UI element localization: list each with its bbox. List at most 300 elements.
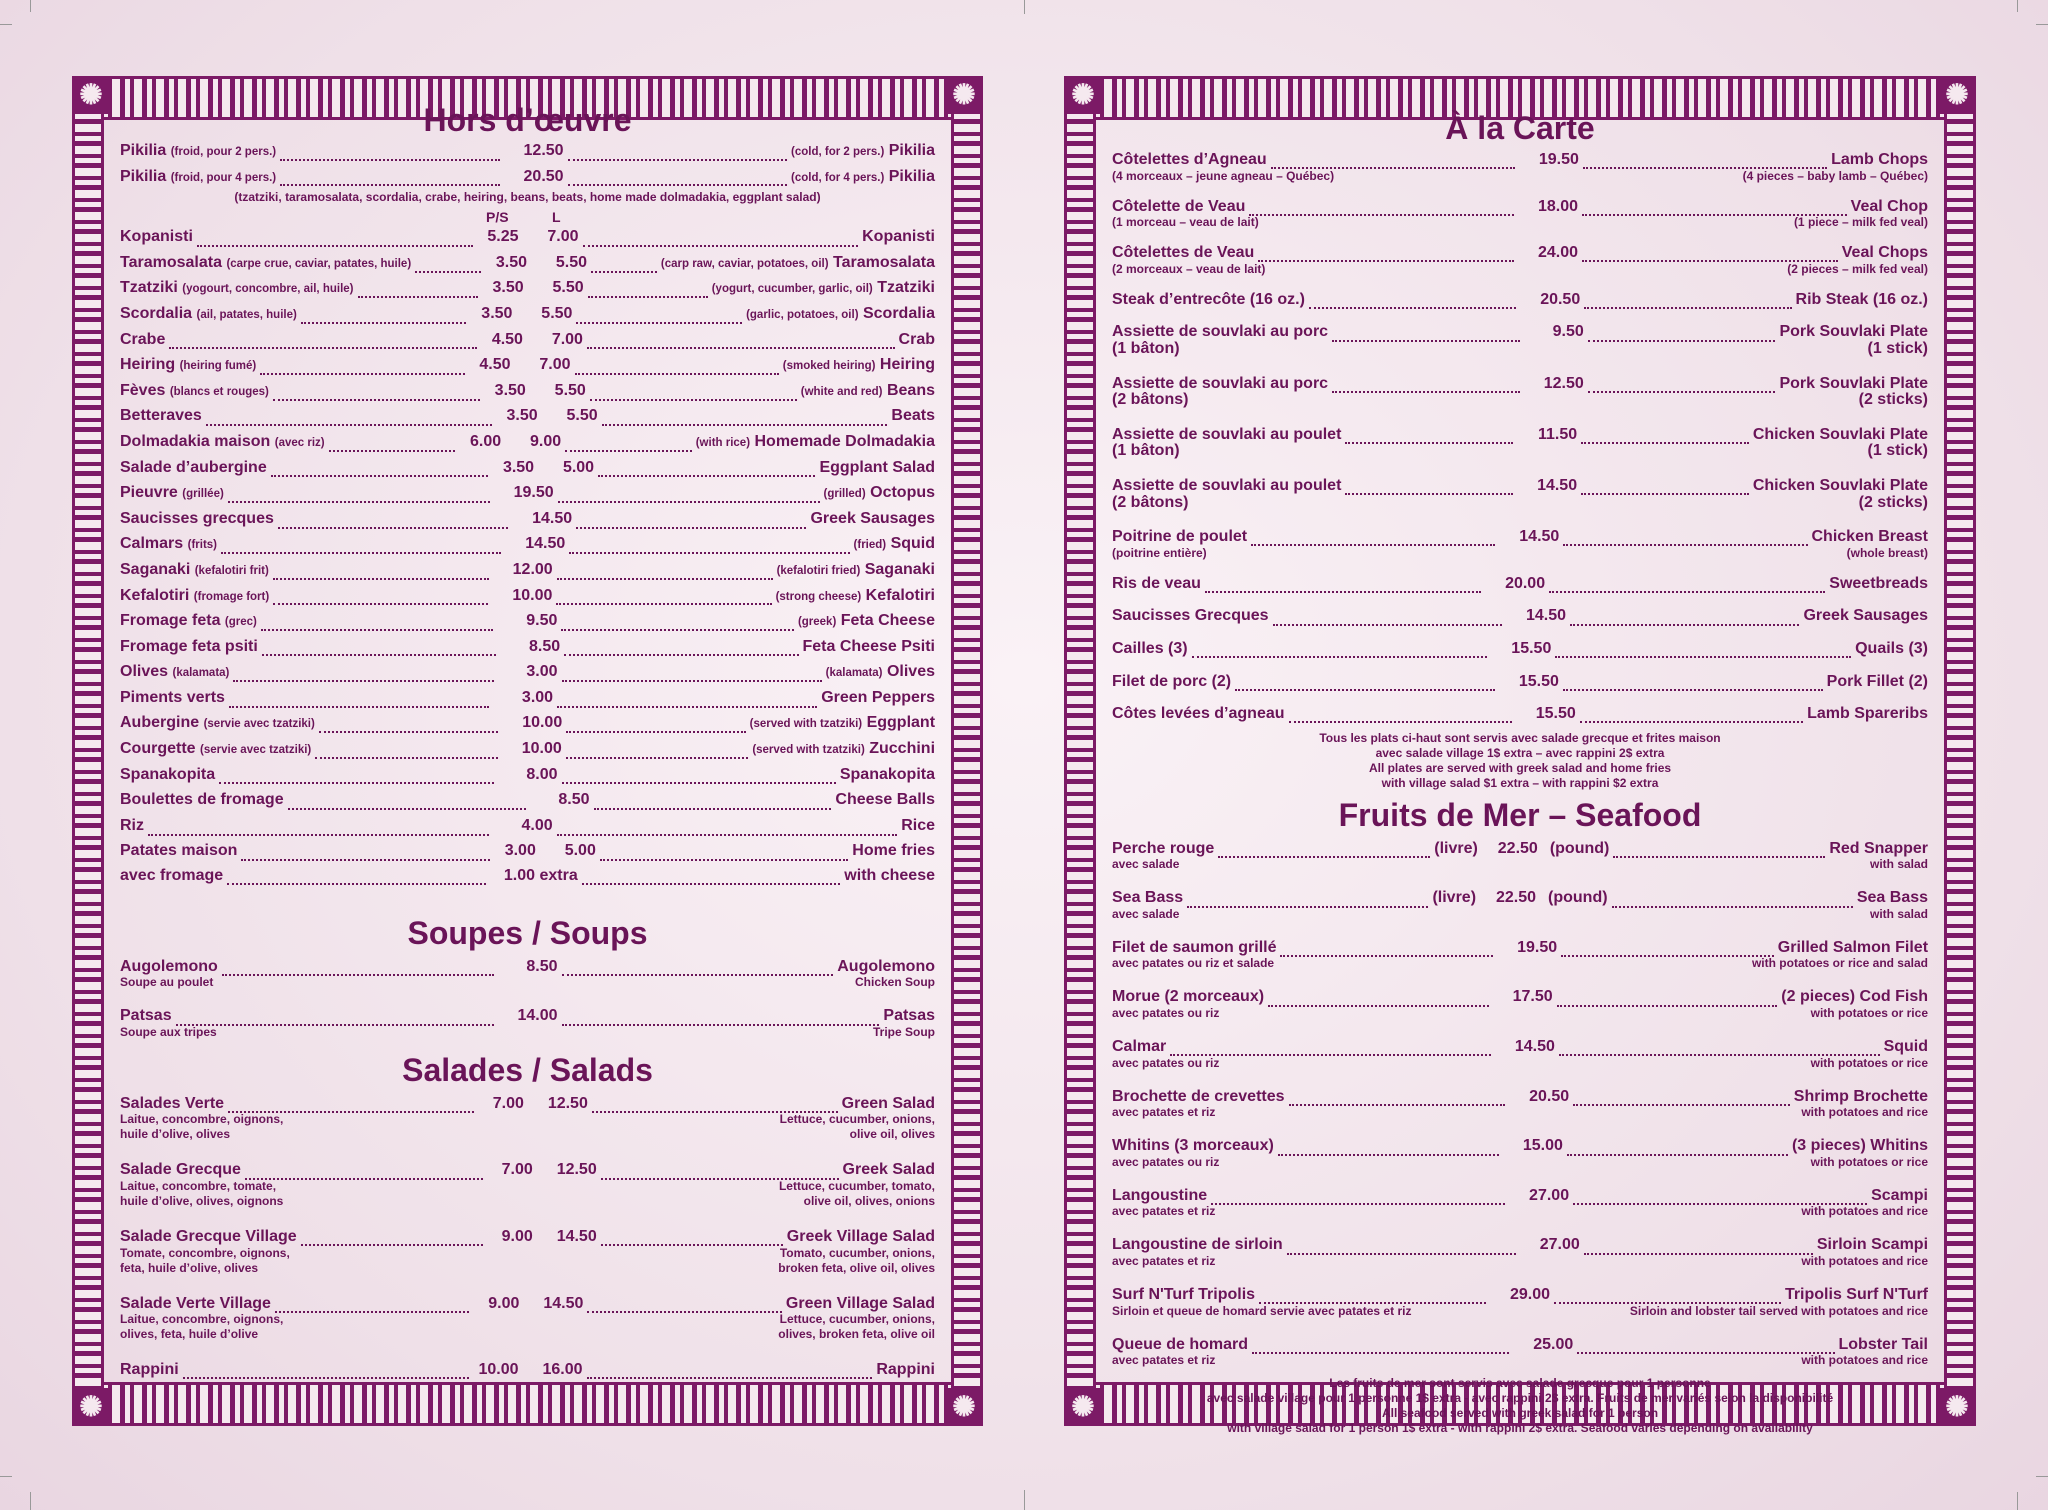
item-name-fr: Ris de veau: [1112, 574, 1201, 592]
menu-item: [120, 225, 935, 251]
item-name-fr: Saganaki: [120, 560, 191, 578]
item-name-en: Home fries: [852, 842, 935, 860]
leader-dots: [1345, 430, 1513, 444]
leader-dots: [1581, 481, 1749, 495]
item-name-fr: Pikilia: [120, 142, 167, 159]
item-name-fr: Salade Grecque: [120, 1161, 241, 1179]
item-desc-fr: Soupe aux tripes: [120, 1024, 217, 1039]
a-la-carte-list: [1112, 148, 1928, 727]
item-price: 10.00: [522, 714, 563, 732]
leader-dots: [1582, 202, 1847, 216]
menu-item: [1112, 1035, 1928, 1060]
item-name-fr: Côtelette de Veau: [1112, 197, 1246, 215]
leader-dots: [358, 284, 478, 298]
leader-dots: [564, 642, 798, 656]
item-name-group: [120, 763, 215, 789]
item-price: 15.50: [1518, 672, 1559, 690]
item-price-small: 3.50: [502, 458, 535, 476]
leader-dots: [1170, 1042, 1491, 1056]
menu-item: [120, 763, 935, 789]
menu-item: [120, 814, 935, 840]
menu-item: [1112, 886, 1928, 911]
item-price: 15.00: [1522, 1137, 1563, 1155]
leader-dots: [601, 1232, 783, 1246]
item-name-group: [120, 711, 315, 737]
item-name-group: [826, 660, 935, 686]
leader-dots: [1559, 1042, 1880, 1056]
leader-dots: [1583, 155, 1827, 169]
item-name-group: [120, 481, 224, 507]
item-name-group: [821, 686, 935, 712]
leader-dots: [592, 1099, 838, 1113]
item-name-en: (2 pieces) Cod Fish: [1781, 988, 1928, 1006]
item-note-fr: (kefalotiri frit): [194, 564, 269, 577]
item-name-en: Kopanisti: [862, 228, 935, 246]
leader-dots: [1271, 155, 1515, 169]
item-price-small: 4.50: [479, 356, 511, 374]
leader-dots: [1577, 1340, 1834, 1354]
item-name-en: Beans: [886, 381, 935, 399]
leader-dots: [315, 745, 498, 759]
item-name-fr: Tzatziki: [120, 279, 178, 297]
menu-item: [120, 558, 935, 584]
menu-item: [120, 139, 935, 165]
item-desc-en: olives, broken feta, olive oil: [778, 1327, 935, 1342]
item-name-fr: Rappini: [120, 1361, 179, 1379]
note-line: with village salad for 1 person 1$ extra - with rappini 2$ extra. Seafood varies depending on availability: [1227, 1421, 1813, 1436]
item-desc-en: olive oil, olives, onions: [803, 1194, 935, 1208]
leader-dots: [600, 847, 848, 861]
item-name-group: [798, 609, 935, 635]
item-name-fr: Queue de homard: [1112, 1335, 1249, 1353]
item-name-en: Sweetbreads: [1829, 574, 1928, 592]
item-name-fr: Fèves: [120, 381, 166, 399]
item-name-group: [120, 251, 411, 277]
item-desc-en: olive oil, olives: [849, 1127, 935, 1142]
leader-dots: [197, 233, 473, 247]
item-name-fr: Piments verts: [120, 688, 225, 706]
item-price-large: 12.50: [556, 1161, 597, 1179]
leader-dots: [1273, 612, 1502, 626]
item-note-en: (kefalotiri fried): [776, 564, 861, 577]
item-name-group: [120, 276, 354, 302]
item-price-small: 3.50: [481, 304, 513, 322]
item-name-fr: Côtelettes d’Agneau: [1112, 151, 1267, 168]
item-price-large: 7.00: [539, 356, 571, 374]
leader-dots: [261, 617, 494, 631]
item-name-en: Eggplant: [866, 714, 936, 732]
menu-item: [1112, 637, 1928, 662]
item-name-fr: Betteraves: [120, 407, 202, 425]
leader-dots: [233, 668, 493, 682]
item-name-fr: Aubergine: [120, 714, 200, 732]
leader-dots: [1612, 894, 1853, 908]
item-name-fr: Olives: [120, 663, 169, 681]
item-name-fr: Riz: [120, 816, 144, 834]
item-name-en: Patsas: [883, 1007, 935, 1025]
item-note-fr: (grillée): [182, 488, 224, 501]
note-line: avec salade village pour 1 personne 1$ extra - avec rappini 2$ extra. Fruits de mer variés selon la disponibilité: [1206, 1391, 1834, 1406]
leader-dots: [1573, 1092, 1790, 1106]
item-name-en: Crab: [898, 330, 935, 348]
item-name-en: Green Salad: [841, 1094, 936, 1112]
item-price: 27.00: [1539, 1236, 1580, 1254]
item-qty-fr: (2 bâtons): [1112, 391, 1189, 409]
crop-mark: [1024, 0, 1025, 14]
leader-dots: [301, 1232, 483, 1246]
leader-dots: [1205, 579, 1481, 593]
item-name-fr: Langoustine de sirloin: [1112, 1236, 1283, 1254]
item-price: 14.50: [1519, 528, 1560, 546]
leader-dots: [1555, 644, 1851, 658]
item-note-en: (carp raw, caviar, potatoes, oil): [660, 257, 829, 270]
item-price: 11.50: [1537, 425, 1578, 443]
item-price: 9.50: [1552, 323, 1584, 341]
leader-dots: [273, 566, 489, 580]
leader-dots: [565, 438, 692, 452]
item-name-en: Lamb Chops: [1831, 151, 1929, 168]
menu-item: [1112, 985, 1928, 1010]
appetizer-list: [120, 225, 935, 481]
leader-dots: [280, 147, 499, 161]
menu-item: [1112, 288, 1928, 313]
item-desc-en: Lettuce, cucumber, tomato,: [778, 1179, 935, 1193]
leader-dots: [271, 463, 488, 477]
item-name-fr: Surf N'Turf Tripolis: [1112, 1286, 1256, 1304]
item-price: 3.00: [526, 663, 558, 681]
item-name-group: [750, 711, 935, 737]
seafood-item: [1112, 1184, 1928, 1220]
soup-item: [120, 955, 935, 991]
item-name-fr: Scordalia: [120, 304, 193, 322]
item-price-large: 16.00: [542, 1361, 583, 1379]
item-desc-fr: avec patates ou riz: [1112, 1154, 1220, 1169]
greek-key-border-bottom: [72, 1382, 983, 1426]
item-desc-en: Tomato, cucumber, onions,: [779, 1245, 935, 1260]
item-name-en: Heiring: [879, 356, 936, 374]
item-name-fr: Spanakopita: [120, 765, 216, 783]
menu-item: [120, 276, 935, 302]
item-name-group: [120, 584, 269, 610]
leader-dots: [558, 489, 820, 503]
menu-item: [120, 839, 935, 864]
item-name-en: Beats: [891, 407, 935, 425]
item-name-en: Rice: [901, 816, 936, 834]
seafood-item: [1112, 1035, 1928, 1071]
leader-dots: [1259, 1290, 1486, 1304]
item-note-en: (grilled): [823, 488, 866, 501]
item-name-group: [120, 686, 225, 712]
item-desc-en: Lettuce, cucumber, onions,: [779, 1112, 935, 1127]
menu-item: [1112, 837, 1928, 862]
note-line: All plates are served with greek salad and home fries: [1368, 760, 1672, 775]
menu-item: [120, 353, 935, 379]
leader-dots: [1580, 709, 1803, 723]
item-note-fr: (servie avec tzatziki): [200, 744, 312, 757]
item-name-en: Kefalotiri: [865, 586, 935, 604]
item-desc-en: with salad: [1869, 857, 1928, 872]
leader-dots: [222, 962, 494, 976]
item-desc-en: (2 pieces – milk fed veal): [1787, 261, 1928, 276]
item-price: 12.00: [512, 560, 553, 578]
item-price: 25.00: [1533, 1335, 1574, 1353]
leader-dots: [1268, 993, 1489, 1007]
item-name-group: [120, 302, 297, 328]
leader-dots: [288, 796, 526, 810]
item-price: 20.50: [523, 167, 564, 185]
leader-dots: [562, 1012, 880, 1026]
leader-dots: [319, 719, 498, 733]
item-price: 18.00: [1537, 197, 1579, 215]
item-name-fr: Côtelettes de Veau: [1112, 244, 1255, 262]
leader-dots: [229, 694, 489, 708]
item-price-large: 5.50: [552, 279, 584, 297]
item-price-large: 9.00: [530, 432, 562, 450]
item-price-small: 3.00: [504, 842, 536, 860]
soup-item: [120, 1004, 935, 1040]
item-note-en: (served with tzatziki): [752, 744, 865, 757]
item-name-en: Homemade Dolmadakia: [754, 432, 935, 450]
item-name-group: [899, 328, 935, 354]
item-note-fr: (froid, pour 4 pers.): [170, 171, 277, 184]
item-name-en: Red Snapper: [1829, 839, 1928, 857]
item-name-fr: Pieuvre: [120, 484, 178, 502]
leader-dots: [587, 1299, 782, 1313]
section-title-salads: Salades / Salads: [402, 1051, 653, 1088]
item-qty-en: (1 stick): [1867, 339, 1928, 357]
menu-item: [120, 251, 935, 277]
leader-dots: [1249, 202, 1514, 216]
item-desc-en: Tripe Soup: [872, 1024, 935, 1039]
item-name-en: Green Peppers: [821, 688, 936, 706]
right-page-content: [1112, 102, 1929, 1436]
item-name-en: Veal Chop: [1850, 197, 1929, 215]
leader-dots: [576, 310, 742, 324]
leader-dots: [1588, 328, 1776, 342]
item-desc-fr: (1 morceau – veau de lait): [1112, 215, 1259, 230]
item-note-fr: (frits): [187, 539, 217, 552]
carte-item: [1112, 423, 1928, 464]
leader-dots: [556, 591, 771, 605]
leader-dots: [1573, 1191, 1867, 1205]
menu-item: [120, 328, 935, 354]
menu-item: [1112, 702, 1928, 727]
seafood-item: [1112, 1134, 1928, 1170]
item-name-en: Veal Chops: [1841, 244, 1928, 262]
leader-dots: [1289, 1092, 1506, 1106]
item-price: 3.00: [521, 688, 554, 706]
leader-dots: [1278, 1142, 1499, 1156]
item-price: 14.50: [1525, 607, 1567, 625]
item-note-fr: (kalamata): [172, 667, 230, 680]
leader-dots: [1584, 295, 1791, 309]
menu-item: [120, 404, 935, 430]
menu-item: [1112, 474, 1928, 499]
item-name-en: Grilled Salmon Filet: [1777, 938, 1929, 956]
item-name-en: Chicken Souvlaki Plate: [1752, 425, 1928, 443]
leader-dots: [1289, 709, 1512, 723]
item-name-en: Spanakopita: [839, 765, 935, 783]
rosette-icon: ✺: [1064, 1388, 1102, 1426]
item-desc-fr: Sirloin et queue de homard servie avec patates et riz: [1112, 1303, 1412, 1318]
item-name-group: [120, 558, 269, 584]
seafood-item: [1112, 1283, 1928, 1319]
carte-item: [1112, 320, 1928, 361]
item-price: 20.50: [1529, 1087, 1570, 1105]
crop-mark: [0, 1476, 12, 1477]
item-name-fr: Cailles (3): [1112, 639, 1188, 657]
item-name-en: Pork Souvlaki Plate: [1779, 374, 1928, 392]
item-desc-en: Chicken Soup: [854, 975, 935, 990]
item-name-group: [120, 635, 258, 661]
item-note-en: (cold, for 2 pers.): [791, 146, 885, 158]
item-name-group: [120, 788, 284, 814]
item-name-group: [835, 788, 935, 814]
item-price: 20.00: [1505, 574, 1546, 592]
greek-key-border-right: [1944, 76, 1976, 1426]
rosette-icon: ✺: [72, 76, 110, 114]
item-price: 14.00: [517, 1007, 558, 1025]
leader-dots: [219, 770, 493, 784]
item-name-group: [120, 532, 217, 558]
item-qty-fr: (1 bâton): [1112, 339, 1180, 357]
menu-item: [120, 430, 935, 456]
menu-item: [120, 1358, 935, 1383]
menu-item: [1112, 1184, 1928, 1209]
item-unit-fr: (livre): [1432, 889, 1477, 907]
item-price-small: 9.00: [488, 1294, 520, 1312]
item-price: 12.50: [1543, 374, 1584, 392]
leader-dots: [228, 489, 490, 503]
item-name-fr: Saucisses Grecques: [1112, 607, 1269, 625]
seafood-list: [1112, 837, 1928, 1369]
item-note-fr: (carpe crue, caviar, patates, huile): [226, 257, 412, 270]
item-desc-en: with potatoes and rice: [1801, 1353, 1928, 1368]
item-price: 14.50: [1514, 1038, 1555, 1056]
item-name-en: Quails (3): [1855, 639, 1928, 657]
appetizer-single-list: [120, 481, 935, 839]
item-note-en: (strong cheese): [775, 590, 862, 603]
item-name-en: Greek Sausages: [810, 509, 935, 527]
item-desc-fr: Laitue, concombre, tomate,: [120, 1179, 277, 1193]
rosette-icon: ✺: [72, 1388, 110, 1426]
pikilia-note: (tzatziki, taramosalata, scordalia, crabe, heiring, beans, beats, home made dolmadakia, eggplant salad): [234, 190, 821, 205]
item-price: 29.00: [1509, 1286, 1550, 1304]
item-price: 1.00 extra: [503, 867, 578, 885]
item-price: 19.50: [513, 484, 554, 502]
item-name-group: [120, 737, 311, 763]
menu-item: [120, 955, 935, 980]
seafood-item: [1112, 1333, 1928, 1369]
size-column-headers: [120, 205, 935, 225]
column-header-l: L: [552, 209, 561, 226]
item-desc-en: broken feta, olive oil, olives: [778, 1260, 935, 1275]
leader-dots: [1309, 295, 1516, 309]
leader-dots: [1345, 481, 1513, 495]
leader-dots: [1588, 379, 1776, 393]
item-name-en: Olives: [886, 663, 935, 681]
item-price: 8.50: [529, 637, 561, 655]
leader-dots: [275, 1299, 470, 1313]
item-name-en: Saganaki: [864, 560, 935, 578]
rosette-icon: ✺: [945, 1388, 983, 1426]
item-name-en: Sirloin Scampi: [1816, 1236, 1929, 1254]
salad-list: [120, 1092, 935, 1342]
item-desc-en: with potatoes or rice: [1810, 1006, 1928, 1021]
leader-dots: [566, 719, 745, 733]
item-name-en: Squid: [1883, 1038, 1928, 1056]
item-price-large: 5.00: [562, 458, 595, 476]
item-name-group: [120, 507, 274, 533]
menu-item: [120, 686, 935, 712]
item-name-fr: Calmars: [120, 535, 184, 553]
item-name-fr: Augolemono: [120, 957, 218, 975]
item-name-fr: Patates maison: [120, 842, 238, 860]
leader-dots: [1251, 532, 1495, 546]
item-desc-fr: feta, huile d’olive, olives: [120, 1260, 259, 1275]
note-line: Tous les plats ci-haut sont servis avec salade grecque et frites maison: [1319, 730, 1721, 745]
item-note-fr: (grec): [224, 616, 257, 629]
item-desc-fr: (4 morceaux – jeune agneau – Québec): [1112, 168, 1335, 183]
seafood-item: [1112, 1233, 1928, 1269]
item-price: 9.50: [526, 612, 558, 630]
item-qty-fr: (1 bâton): [1112, 442, 1180, 460]
item-name-en: Cheese Balls: [835, 791, 936, 809]
item-name-fr: Poitrine de poulet: [1112, 528, 1248, 546]
item-note-en: (white and red): [800, 385, 883, 398]
item-name-en: (3 pieces) Whitins: [1791, 1137, 1928, 1155]
item-note-fr: (yogourt, concombre, ail, huile): [182, 283, 354, 296]
item-name-group: [120, 430, 325, 456]
leader-dots: [569, 540, 849, 554]
rosette-icon: ✺: [1938, 1388, 1976, 1426]
item-desc-en: with potatoes and rice: [1801, 1254, 1928, 1269]
item-desc-fr: Laitue, concombre, oignons,: [120, 1112, 284, 1127]
item-desc-fr: huile d’olive, olives: [120, 1127, 231, 1142]
salad-item: [120, 1092, 935, 1143]
item-price: 12.50: [523, 142, 564, 159]
item-note-fr: (heiring fumé): [179, 360, 257, 373]
item-desc-en: with potatoes or rice: [1810, 1154, 1928, 1169]
item-name-group: [120, 609, 257, 635]
rosette-icon: ✺: [1064, 76, 1102, 114]
item-desc-fr: (2 morceaux – veau de lait): [1112, 261, 1266, 276]
item-price-small: 3.50: [506, 407, 538, 425]
leader-dots: [329, 438, 456, 452]
item-desc-en: (1 piece – milk fed veal): [1793, 215, 1928, 230]
leader-dots: [278, 515, 508, 529]
leader-dots: [568, 147, 787, 161]
item-note-en: (yogurt, cucumber, garlic, oil): [711, 283, 873, 296]
greek-key-border-left: [1064, 76, 1096, 1426]
item-name-fr: Filet de porc (2): [1112, 672, 1232, 690]
item-price: 4.00: [521, 816, 553, 834]
item-desc-fr: huile d’olive, olives, oignons: [120, 1194, 284, 1208]
leader-dots: [568, 172, 787, 186]
menu-item: [120, 711, 935, 737]
item-name-en: Pikilia: [888, 142, 935, 159]
leader-dots: [591, 259, 657, 273]
leader-dots: [206, 412, 492, 426]
item-price: 24.00: [1537, 244, 1579, 262]
item-name-group: [824, 481, 936, 507]
seafood-note: [1112, 1376, 1928, 1436]
leader-dots: [273, 591, 488, 605]
item-name-fr: Assiette de souvlaki au porc: [1112, 323, 1329, 341]
item-name-group: [854, 532, 935, 558]
item-name-fr: Assiette de souvlaki au poulet: [1112, 476, 1342, 494]
item-name-fr: Salade d’aubergine: [120, 458, 267, 476]
